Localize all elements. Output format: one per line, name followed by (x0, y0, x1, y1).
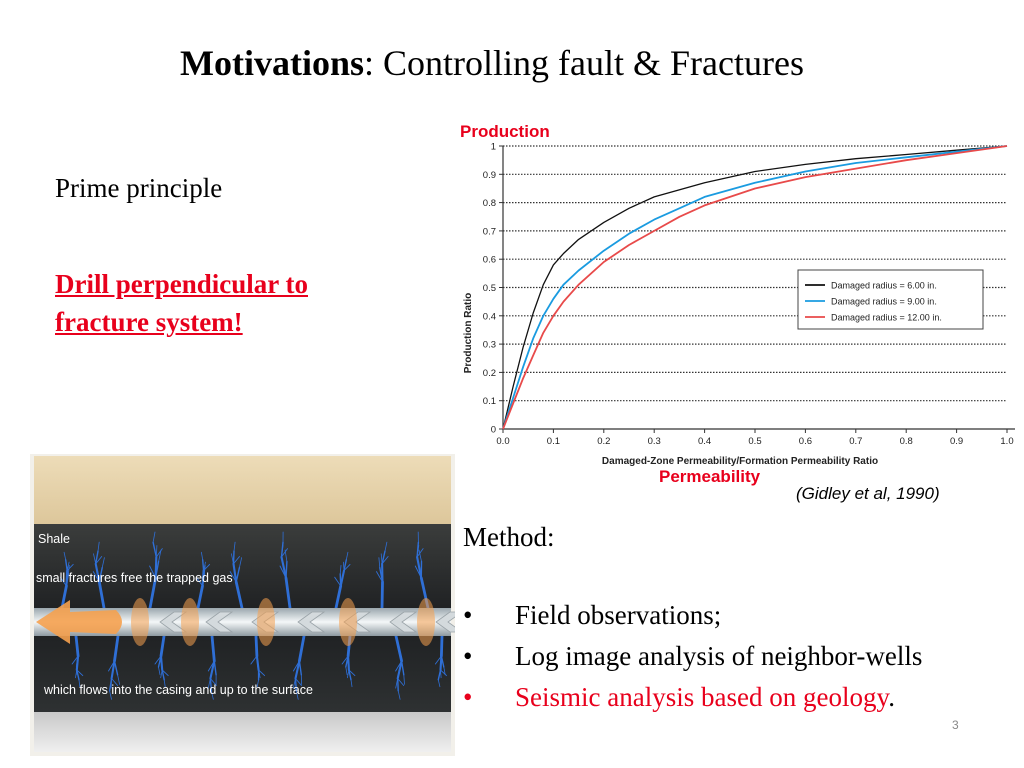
chart-annotation-permeability: Permeability (659, 467, 761, 486)
chart-y-ticks (483, 142, 503, 436)
x-tick-label: 0.4 (697, 436, 712, 447)
x-tick-label: 0.0 (496, 436, 510, 447)
y-tick-label: 0.5 (482, 283, 496, 294)
bullet-mark: • (463, 682, 473, 712)
bullet-mark: • (463, 641, 473, 671)
drill-statement-line-2: fracture system! (55, 307, 243, 337)
fracture-branch (441, 636, 442, 656)
fracture-branch (382, 582, 383, 608)
y-tick-label: 0.9 (482, 169, 496, 181)
prime-principle-label: Prime principle (55, 173, 223, 203)
label-shale: Shale (38, 532, 70, 546)
fracture-branch (234, 551, 235, 564)
x-tick-label: 0.9 (949, 436, 964, 447)
lower-layer (34, 712, 451, 752)
x-tick-label: 0.1 (546, 436, 561, 447)
chart-x-ticks (496, 429, 1013, 447)
fracture-branch (340, 574, 341, 586)
slide-title-bold: Motivations (180, 43, 365, 83)
gas-plume (257, 598, 275, 646)
y-tick-label: 0.4 (482, 311, 496, 323)
drill-statement (55, 265, 308, 341)
x-tick-label: 0.5 (748, 436, 762, 447)
chart-y-axis-label: Production Ratio (463, 292, 474, 374)
legend-entry: Damaged radius = 6.00 in. (831, 280, 937, 291)
fracture-flow-diagram (30, 454, 455, 756)
chart-legend (798, 270, 983, 329)
chart-annotation-production: Production (460, 122, 550, 141)
label-small-fractures: small fractures free the trapped gas (36, 571, 233, 585)
method-item-text: Seismic analysis based on geology (515, 682, 889, 712)
y-tick-label: 0 (490, 424, 496, 436)
gas-plume (181, 598, 199, 646)
method-item-text: Field observations; (515, 600, 722, 630)
bullet-mark: • (463, 600, 473, 630)
fracture-branch (398, 679, 399, 691)
slide-title (0, 42, 984, 84)
fracture-branch (256, 636, 257, 656)
label-flow-to-surface: which flows into the casing and up to the surface (44, 683, 313, 697)
method-heading: Method: (463, 522, 555, 552)
drill-statement-line-1: Drill perpendicular to (55, 269, 308, 299)
legend-entry: Damaged radius = 9.00 in. (831, 296, 937, 307)
chart-x-axis-label: Damaged-Zone Permeability/Formation Permeability Ratio (601, 456, 879, 467)
y-tick-label: 0.3 (482, 339, 496, 351)
citation: (Gidley et al, 1990) (796, 484, 940, 503)
x-tick-label: 0.7 (849, 436, 863, 447)
gas-plume (339, 598, 357, 646)
x-tick-label: 0.6 (798, 436, 813, 447)
gas-plume (417, 598, 435, 646)
production-ratio-chart (455, 113, 1020, 513)
fracture-branch (203, 560, 204, 571)
x-tick-label: 0.8 (899, 436, 913, 447)
legend-entry: Damaged radius = 12.00 in. (831, 312, 942, 323)
gas-plume (131, 598, 149, 646)
x-tick-label: 0.2 (597, 436, 611, 447)
sandstone-layer (34, 456, 451, 524)
y-tick-label: 0.2 (482, 367, 496, 379)
page-number: 3 (952, 718, 959, 732)
method-item-text: Log image analysis of neighbor-wells (515, 641, 923, 671)
y-tick-label: 0.7 (482, 226, 496, 238)
y-tick-label: 0.6 (482, 254, 496, 266)
y-tick-label: 1 (490, 141, 496, 153)
slide-title-rest: : Controlling fault & Fractures (364, 43, 804, 83)
fracture-branch (286, 562, 287, 579)
x-tick-label: 0.3 (647, 436, 661, 447)
y-tick-label: 0.1 (482, 396, 496, 408)
method-item-text-wrap (515, 682, 895, 713)
y-tick-label: 0.8 (482, 198, 496, 210)
x-tick-label: 1.0 (1000, 436, 1014, 447)
method-item-suffix: . (888, 682, 895, 712)
